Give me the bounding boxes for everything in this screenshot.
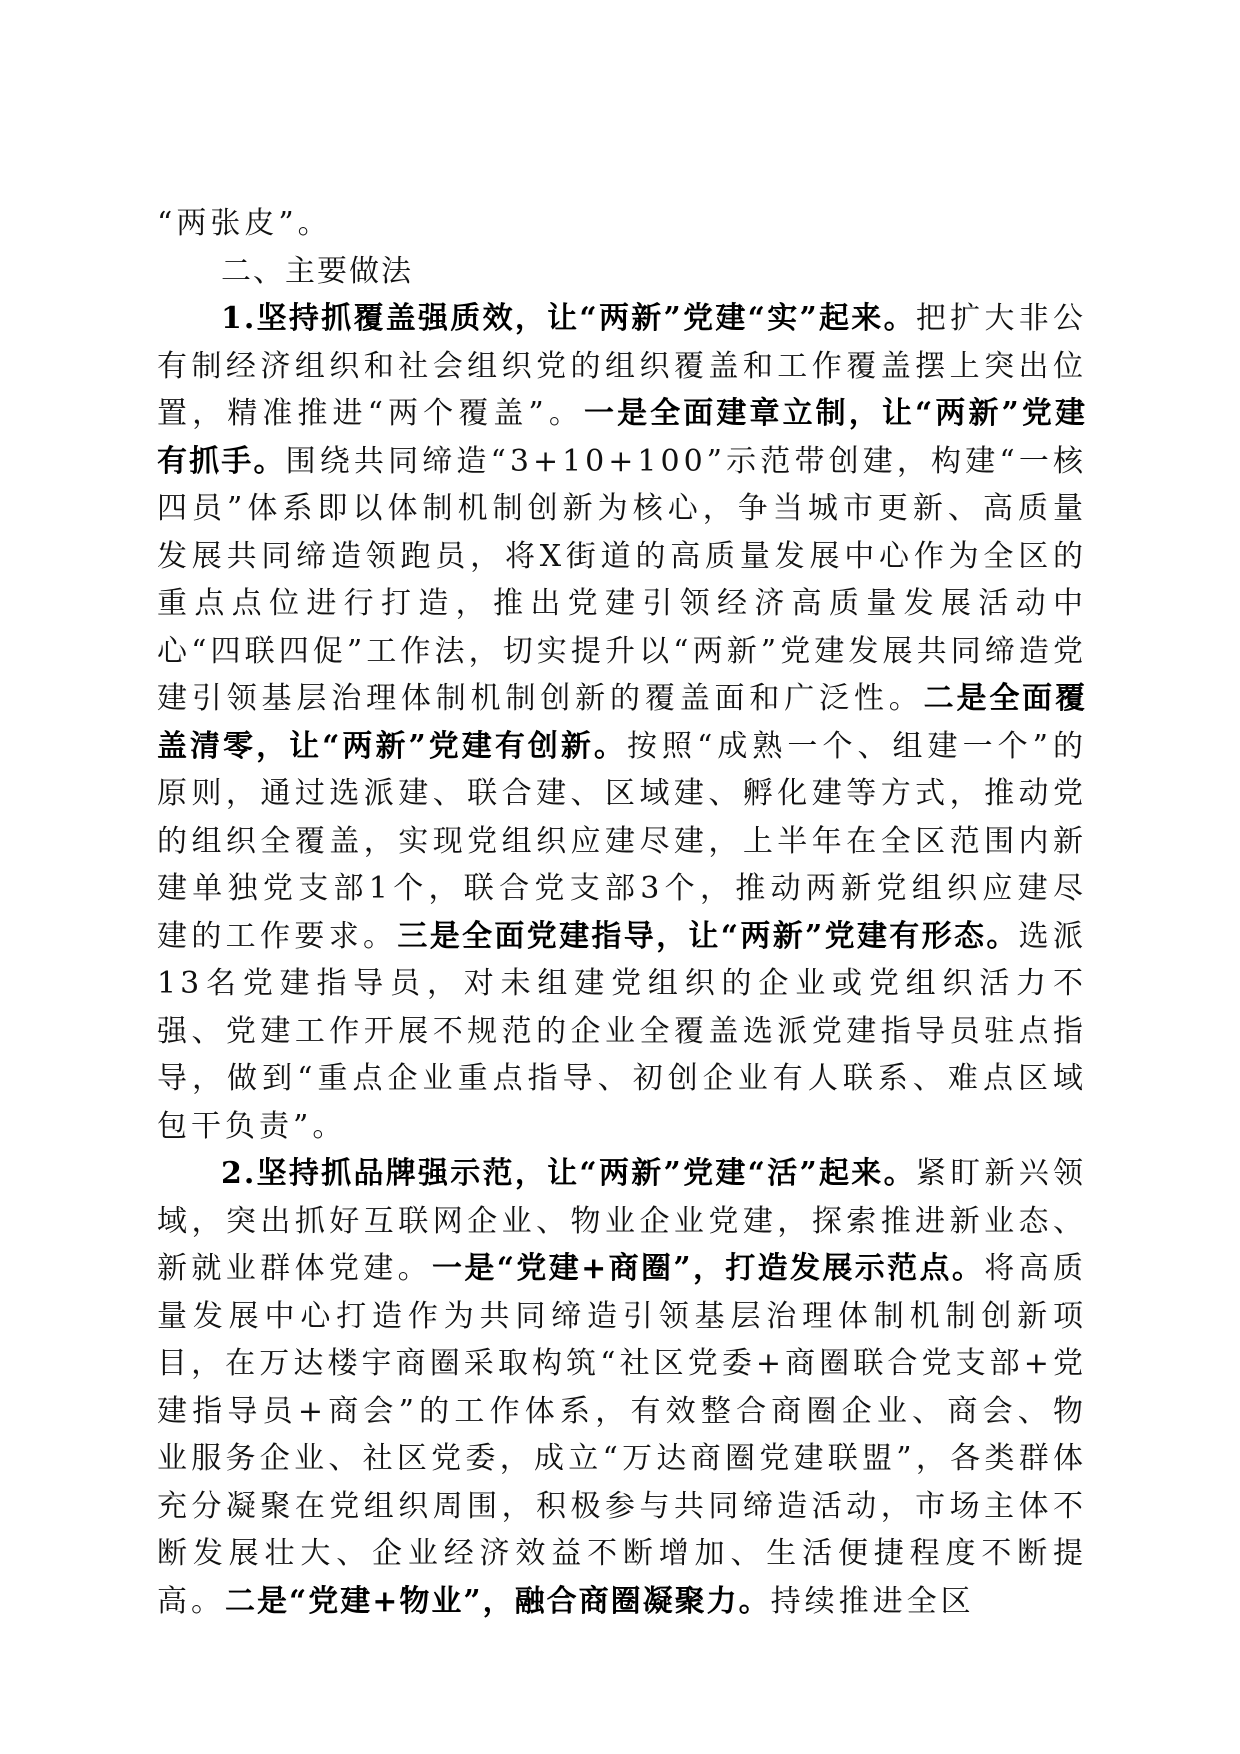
document-body [157, 200, 1087, 1625]
item-1-point-3: 三是全面党建指导，让“两新”党建有形态。 [397, 918, 1019, 954]
item-1-text-1: 把扩大非公有制经济组织和社会组织党的组织覆盖和工作覆盖摆上突出位置，精准推进“两个覆盖”。 [157, 301, 1088, 431]
section-heading: 二、主要做法 [221, 253, 413, 289]
item-1-lead: 1.坚持抓覆盖强质效，让“两新”党建“实”起来。 [221, 301, 916, 336]
item-2-text-3: 持续推进全区 [770, 1583, 975, 1619]
item-1-text-2: 围绕共同缔造“3+10+100”示范带创建，构建“一核四员”体系即以体制机制创新为核心，争当城市更新、高质量发展共同缔造领跑员，将X街道的高质量发展中心作为全区的重点点位进行打造，推出党建引领经济高质量发展活动中心“四联四促”工作法，切实提升以“两新”党建发展共同缔造党建引领基层治理体制机制创新的覆盖面和广泛性。 [157, 443, 1087, 716]
item-1-text-4: 选派13名党建指导员，对未组建党组织的企业或党组织活力不强、党建工作开展不规范的企业全覆盖选派党建指导员驻点指导，做到“重点企业重点指导、初创企业有人联系、难点区域包干负责”。 [157, 918, 1088, 1144]
paragraph-item-1 [157, 295, 1087, 1150]
item-2-lead: 2.坚持抓品牌强示范，让“两新”党建“活”起来。 [221, 1156, 916, 1191]
paragraph-item-2 [157, 1150, 1087, 1625]
item-1-point-1: 一是全面建章立制，让“两新”党建有抓手。 [157, 396, 1087, 479]
item-2-point-2: 二是“党建+物业”，融合商圈凝聚力。 [225, 1583, 771, 1619]
paragraph-continuation: “两张皮”。 [157, 206, 332, 241]
item-2-text-2: 将高质量发展中心打造作为共同缔造引领基层治理体制机制创新项目，在万达楼宇商圈采取构筑“社区党委+商圈联合党支部+党建指导员+商会”的工作体系，有效整合商圈企业、商会、物业服务企业、社区党委，成立“万达商圈党建联盟”，各类群体充分凝聚在党组织周围，积极参与共同缔造活动，市场主体不断发展壮大、企业经济效益不断增加、生活便捷程度不断提高。 [157, 1251, 1088, 1619]
item-1-text-3: 按照“成熟一个、组建一个”的原则，通过选派建、联合建、区域建、孵化建等方式，推动党的组织全覆盖，实现党组织应建尽建，上半年在全区范围内新建单独党支部1个，联合党支部3个，推动两新党组织应建尽建的工作要求。 [157, 728, 1087, 954]
item-2-point-1: 一是“党建+商圈”，打造发展示范点。 [431, 1251, 985, 1286]
item-2-text-1: 紧盯新兴领域，突出抓好互联网企业、物业企业党建，探索推进新业态、新就业群体党建。 [157, 1156, 1088, 1286]
item-1-point-2: 二是全面覆盖清零，让“两新”党建有创新。 [157, 681, 1088, 764]
